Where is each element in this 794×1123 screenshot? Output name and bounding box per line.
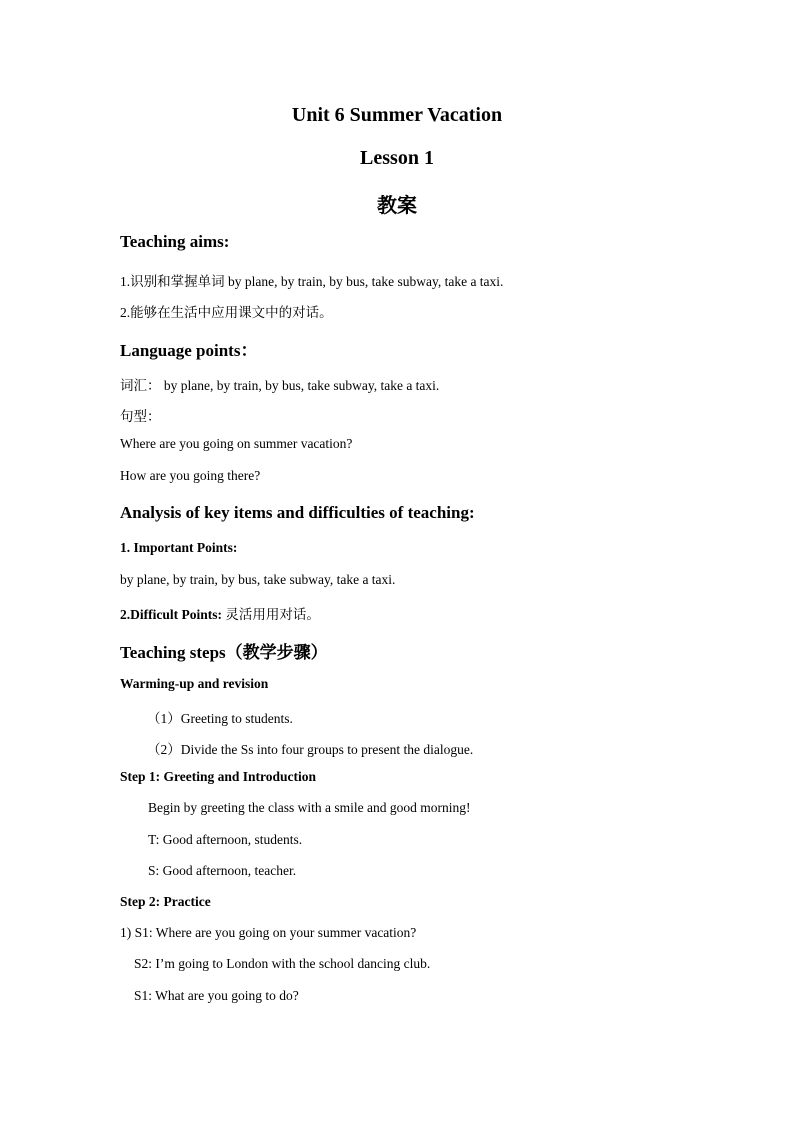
analysis-heading: Analysis of key items and difficulties of teaching:	[120, 503, 475, 522]
important-points-text: by plane, by train, by bus, take subway, take a taxi.	[120, 572, 396, 587]
sentence-1: Where are you going on summer vacation?	[120, 436, 353, 451]
difficult-points-line	[120, 603, 320, 623]
teaching-steps-heading: Teaching steps（教学步骤）	[120, 643, 328, 662]
difficult-points-text: 灵活用用对话。	[222, 607, 320, 622]
language-points-heading: Language points：	[120, 341, 258, 360]
warmup-item-2: （2）Divide the Ss into four groups to present the dialogue.	[147, 742, 474, 757]
step1-line-1: Begin by greeting the class with a smile and good morning!	[148, 800, 471, 815]
difficult-points-label: 2.Difficult Points:	[120, 607, 222, 622]
plan-title: 教案	[377, 195, 417, 217]
sentence-2: How are you going there?	[120, 468, 261, 483]
warmup-item-1: （1）Greeting to students.	[147, 711, 293, 726]
aims-item-1: 1.识别和掌握单词 by plane, by train, by bus, take subway, take a taxi.	[120, 274, 504, 289]
unit-title: Unit 6 Summer Vacation	[291, 104, 503, 126]
step2-line-3: S1: What are you going to do?	[134, 988, 299, 1003]
warmup-heading: Warming-up and revision	[120, 676, 269, 691]
teaching-aims-heading: Teaching aims:	[120, 232, 230, 251]
aims-item-2: 2.能够在生活中应用课文中的对话。	[120, 305, 333, 320]
step2-heading: Step 2: Practice	[120, 894, 211, 909]
step1-line-2: T: Good afternoon, students.	[148, 832, 303, 847]
vocabulary-line: 词汇： by plane, by train, by bus, take subway, take a taxi.	[120, 378, 440, 393]
step1-heading: Step 1: Greeting and Introduction	[120, 769, 317, 784]
step1-line-3: S: Good afternoon, teacher.	[148, 863, 297, 878]
step2-line-1: 1) S1: Where are you going on your summer vacation?	[120, 925, 417, 940]
step2-line-2: S2: I’m going to London with the school dancing club.	[134, 956, 431, 971]
sentence-label: 句型：	[120, 409, 161, 424]
important-points-label: 1. Important Points:	[120, 540, 238, 555]
lesson-title: Lesson 1	[360, 147, 434, 169]
